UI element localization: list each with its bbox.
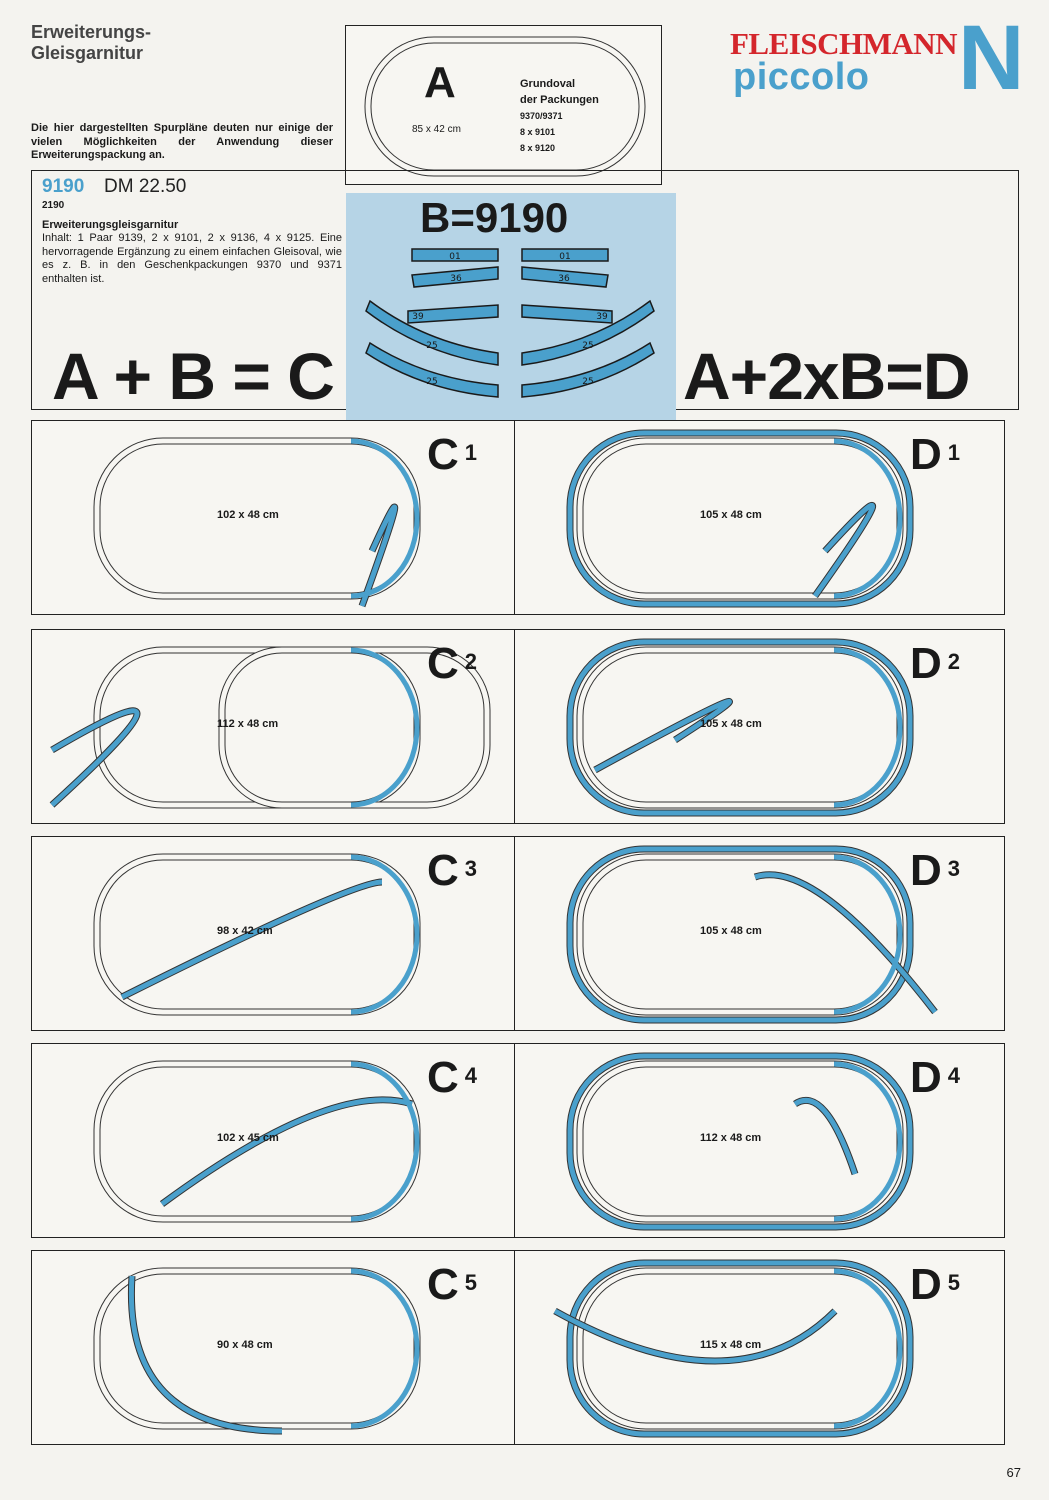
page-number: 67 xyxy=(1006,1465,1021,1480)
product-code: 9190 xyxy=(42,176,85,197)
brand-scale-n: N xyxy=(958,7,1025,109)
piece-left-01: 01 xyxy=(449,252,461,262)
formula-d: A+2xB=D xyxy=(683,339,970,413)
product-description: Inhalt: 1 Paar 9139, 2 x 9101, 2 x 9136, 4 x 9125. Eine hervorragende Ergänzung zu einem einfachen Gleisoval, wie es z. B. in den Geschenkpackungen 9370 und 9371 enthalten ist. xyxy=(42,232,342,285)
product-price: DM 22.50 xyxy=(104,176,187,197)
piece-left-25a: 25 xyxy=(426,341,438,351)
layout-panel-c4 xyxy=(31,1043,522,1238)
piece-right-36: 36 xyxy=(558,274,570,284)
panel-label: D $^3$ xyxy=(910,846,961,895)
oval-a-size: 85 x 42 cm xyxy=(412,124,461,135)
panel-size: 105 x 48 cm xyxy=(700,925,762,937)
panel-size: 115 x 48 cm xyxy=(700,1339,762,1351)
panel-size: 90 x 48 cm xyxy=(217,1339,273,1351)
panel-label: D $^4$ xyxy=(910,1053,961,1102)
panel-label: C $^1$ xyxy=(427,430,478,479)
oval-a-box xyxy=(345,25,662,185)
panel-size: 112 x 48 cm xyxy=(700,1132,762,1144)
oval-a-info: Grundoval der Packungen 9370/9371 8 x 9101 8 x 9120 xyxy=(520,78,599,153)
panel-label: D $^1$ xyxy=(910,430,961,479)
panel-size: 105 x 48 cm xyxy=(700,718,762,730)
layout-panel-c2 xyxy=(31,629,522,824)
piece-right-25b: 25 xyxy=(582,377,594,387)
product-alt-code: 2190 xyxy=(42,200,65,211)
layout-panel-c5 xyxy=(31,1250,522,1445)
piece-left-39: 39 xyxy=(412,312,424,322)
layout-panel-d4 xyxy=(514,1043,1005,1238)
layout-panel-c3 xyxy=(31,836,522,1031)
piece-right-01: 01 xyxy=(559,252,571,262)
panel-label: C $^3$ xyxy=(427,846,478,895)
panel-size: 105 x 48 cm xyxy=(700,509,762,521)
brand-logo-piccolo: piccolo xyxy=(733,56,870,98)
panel-size: 98 x 42 cm xyxy=(217,925,273,937)
layout-panel-d5 xyxy=(514,1250,1005,1445)
piece-left-36: 36 xyxy=(450,274,462,284)
set-b-title: B=9190 xyxy=(420,194,569,241)
oval-a-track xyxy=(346,26,663,186)
product-name: Erweiterungsgleisgarnitur xyxy=(42,219,179,231)
set-b-pieces xyxy=(346,193,676,421)
piece-left-25b: 25 xyxy=(426,377,438,387)
formula-c: A + B = C xyxy=(52,339,334,413)
intro-text: Die hier dargestellten Spurpläne deuten nur einige der vielen Möglichkeiten der Anwendung dieser Erweiterungspackung an. xyxy=(31,122,333,161)
layout-panel-c1 xyxy=(31,420,522,615)
panel-label: C $^4$ xyxy=(427,1053,478,1102)
panel-size: 112 x 48 cm xyxy=(217,718,279,730)
panel-label: C $^5$ xyxy=(427,1260,478,1309)
layout-panel-d3 xyxy=(514,836,1005,1031)
oval-a-letter: A xyxy=(424,58,456,107)
panel-label: D $^2$ xyxy=(910,639,961,688)
page-title: Erweiterungs- Gleisgarnitur xyxy=(31,22,152,63)
layout-panel-d2 xyxy=(514,629,1005,824)
panel-size: 102 x 48 cm xyxy=(217,509,279,521)
brand-logo-fleischmann: FLEISCHMANN xyxy=(730,26,958,61)
layout-panel-d1 xyxy=(514,420,1005,615)
piece-right-25a: 25 xyxy=(582,341,594,351)
panel-size: 102 x 45 cm xyxy=(217,1132,279,1144)
panel-label: C $^2$ xyxy=(427,639,478,688)
piece-right-39: 39 xyxy=(596,312,608,322)
panel-label: D $^5$ xyxy=(910,1260,961,1309)
